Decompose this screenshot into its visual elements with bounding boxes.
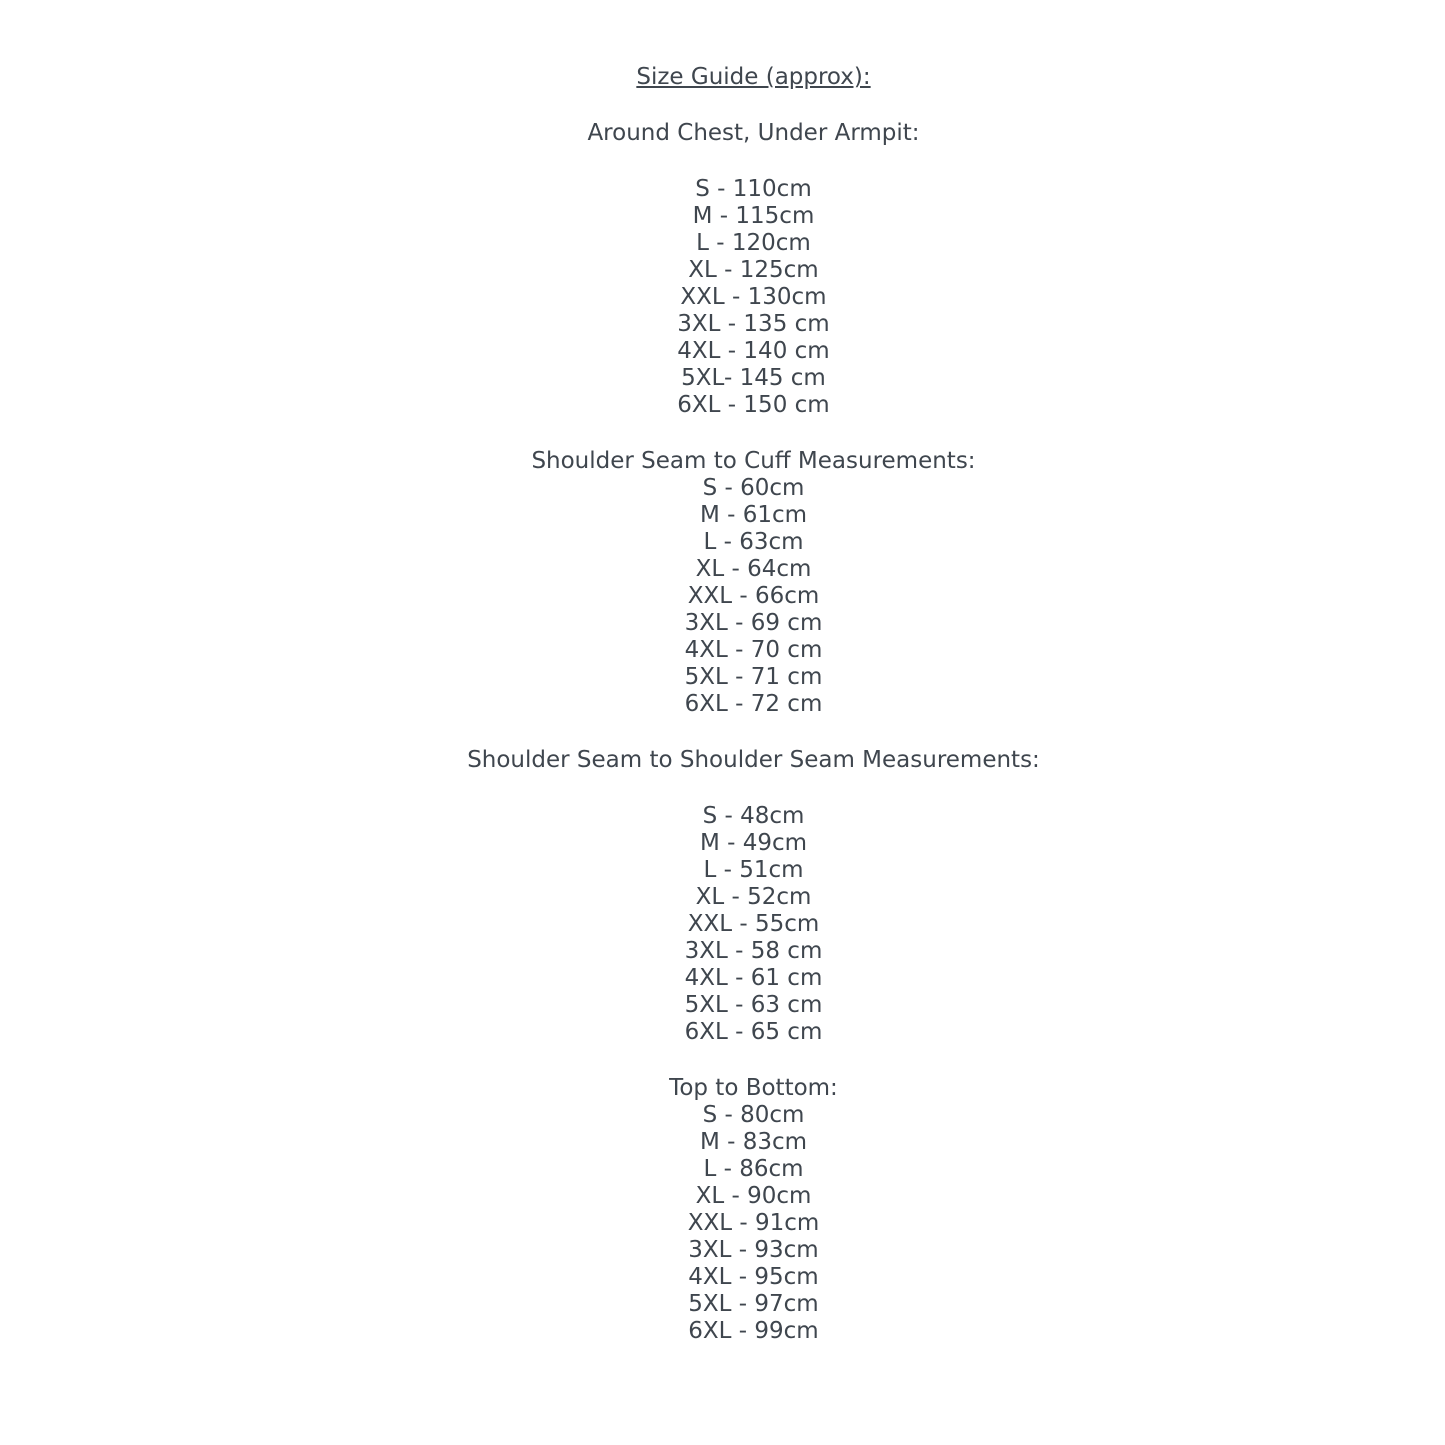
size-row: S - 60cm	[702, 475, 805, 501]
section-paragraph	[62, 448, 1445, 718]
section-heading: Around Chest, Under Armpit:	[587, 120, 920, 146]
size-row: 4XL - 95cm	[688, 1264, 819, 1290]
size-row: 6XL - 150 cm	[677, 392, 830, 418]
size-row: L - 120cm	[696, 230, 811, 256]
size-row: 3XL - 135 cm	[677, 311, 830, 337]
size-row: M - 61cm	[699, 502, 808, 528]
size-row: XL - 52cm	[695, 884, 812, 910]
section-heading: Top to Bottom:	[669, 1075, 838, 1101]
size-row: L - 63cm	[703, 529, 804, 555]
size-row: XL - 90cm	[695, 1183, 812, 1209]
size-row: 5XL- 145 cm	[681, 365, 826, 391]
size-row: 6XL - 99cm	[688, 1318, 819, 1344]
size-row: 4XL - 61 cm	[684, 965, 823, 991]
section-heading-paragraph	[62, 747, 1445, 774]
size-row: 5XL - 97cm	[688, 1291, 819, 1317]
size-row: XL - 125cm	[688, 257, 819, 283]
size-guide-title: Size Guide (approx):	[636, 64, 871, 90]
section-heading-paragraph	[62, 120, 1445, 147]
section-values-paragraph	[62, 176, 1445, 419]
size-row: XXL - 130cm	[680, 284, 827, 310]
section-paragraph	[62, 1075, 1445, 1345]
size-row: 4XL - 70 cm	[684, 637, 823, 663]
size-row: S - 80cm	[702, 1102, 805, 1128]
size-row: S - 110cm	[695, 176, 812, 202]
size-row: XXL - 55cm	[687, 911, 820, 937]
size-row: S - 48cm	[702, 803, 805, 829]
size-guide-title-paragraph	[62, 64, 1445, 91]
size-row: 5XL - 71 cm	[684, 664, 823, 690]
size-row: 5XL - 63 cm	[684, 992, 823, 1018]
size-row: 3XL - 58 cm	[684, 938, 823, 964]
size-row: 4XL - 140 cm	[677, 338, 830, 364]
section-heading: Shoulder Seam to Shoulder Seam Measurements:	[467, 747, 1040, 773]
size-row: L - 51cm	[703, 857, 804, 883]
size-guide-sections	[62, 120, 1445, 1345]
size-row: 6XL - 72 cm	[684, 691, 823, 717]
size-row: M - 83cm	[699, 1129, 808, 1155]
section-heading: Shoulder Seam to Cuff Measurements:	[531, 448, 976, 474]
size-row: XXL - 91cm	[687, 1210, 820, 1236]
size-row: M - 49cm	[699, 830, 808, 856]
size-row: XL - 64cm	[695, 556, 812, 582]
size-row: 6XL - 65 cm	[684, 1019, 823, 1045]
size-row: 3XL - 69 cm	[684, 610, 823, 636]
size-row: XXL - 66cm	[687, 583, 820, 609]
size-row: M - 115cm	[692, 203, 815, 229]
size-row: L - 86cm	[703, 1156, 804, 1182]
section-values-paragraph	[62, 803, 1445, 1046]
size-row: 3XL - 93cm	[688, 1237, 819, 1263]
